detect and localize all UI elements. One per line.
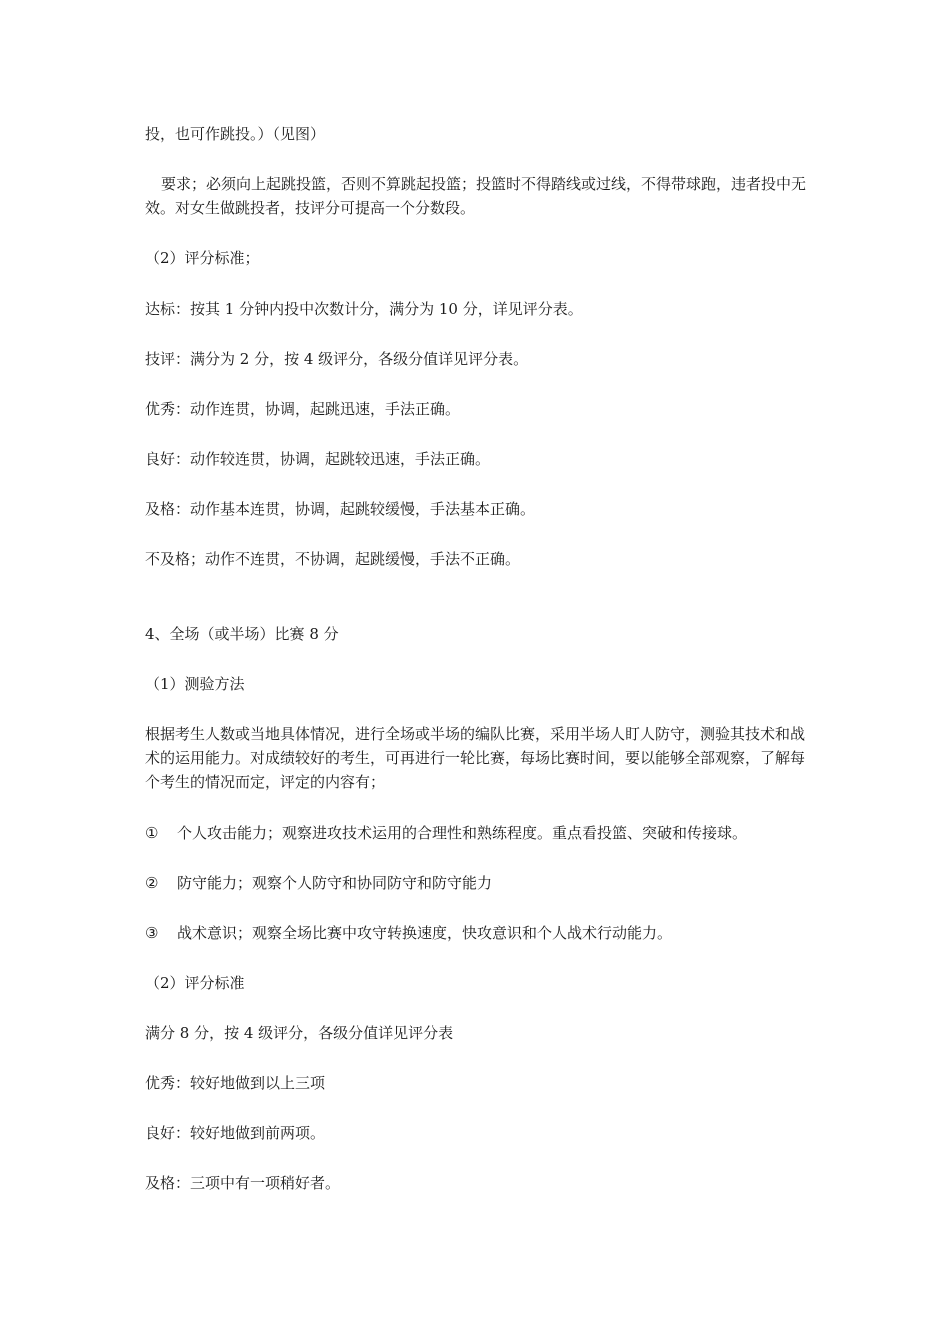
list-text: 个人攻击能力；观察进攻技术运用的合理性和熟练程度。重点看投篮、突破和传接球。	[177, 824, 748, 842]
paragraph-scoring-heading: （2）评分标准；	[145, 249, 260, 267]
paragraph-pass-2: 及格：三项中有一项稍好者。	[145, 1174, 341, 1192]
paragraph-method-description: 根据考生人数或当地具体情况，进行全场或半场的编队比赛，采用半场人盯人防守，测验其技术和战术的运用能力。对成绩较好的考生，可再进行一轮比赛，每场比赛时间，要以能够全部观察，了解每个考生的情况而定，评定的内容有；	[145, 725, 806, 791]
list-text: 战术意识；观察全场比赛中攻守转换速度，快攻意识和个人战术行动能力。	[177, 924, 673, 942]
paragraph-fail: 不及格；动作不连贯，不协调，起跳缓慢，手法不正确。	[145, 550, 521, 568]
paragraph-excellent-2: 优秀：较好地做到以上三项	[145, 1074, 326, 1092]
paragraph-technique-score: 技评：满分为 2 分，按 4 级评分，各级分值详见评分表。	[145, 350, 529, 368]
paragraph-good-2: 良好：较好地做到前两项。	[145, 1124, 326, 1142]
paragraph-pass: 及格：动作基本连贯，协调，起跳较缓慢，手法基本正确。	[145, 500, 536, 518]
paragraph-continuation: 投，也可作跳投。）（见图）	[145, 125, 326, 143]
paragraph-standard: 达标：按其 1 分钟内投中次数计分，满分为 10 分，详见评分表。	[145, 300, 583, 318]
list-item-attack	[145, 821, 815, 845]
paragraph-full-score: 满分 8 分，按 4 级评分，各级分值详见评分表	[145, 1024, 454, 1042]
list-number: ①	[145, 824, 159, 842]
paragraph-excellent: 优秀：动作连贯，协调，起跳迅速，手法正确。	[145, 400, 461, 418]
list-text: 防守能力；观察个人防守和协同防守和防守能力	[177, 874, 493, 892]
list-item-tactics	[145, 921, 815, 945]
paragraph-requirements: 要求；必须向上起跳投篮，否则不算跳起投篮；投篮时不得踏线或过线，不得带球跑，违者投中无效。对女生做跳投者，技评分可提高一个分数段。	[145, 175, 807, 217]
list-item-defense	[145, 871, 815, 895]
list-number: ③	[145, 924, 159, 942]
paragraph-test-method: （1）测验方法	[145, 675, 245, 693]
paragraph-scoring-heading-2: （2）评分标准	[145, 974, 245, 992]
section-heading-match: 4、全场（或半场）比赛 8 分	[145, 625, 339, 643]
paragraph-good: 良好：动作较连贯，协调，起跳较迅速，手法正确。	[145, 450, 491, 468]
list-number: ②	[145, 874, 159, 892]
